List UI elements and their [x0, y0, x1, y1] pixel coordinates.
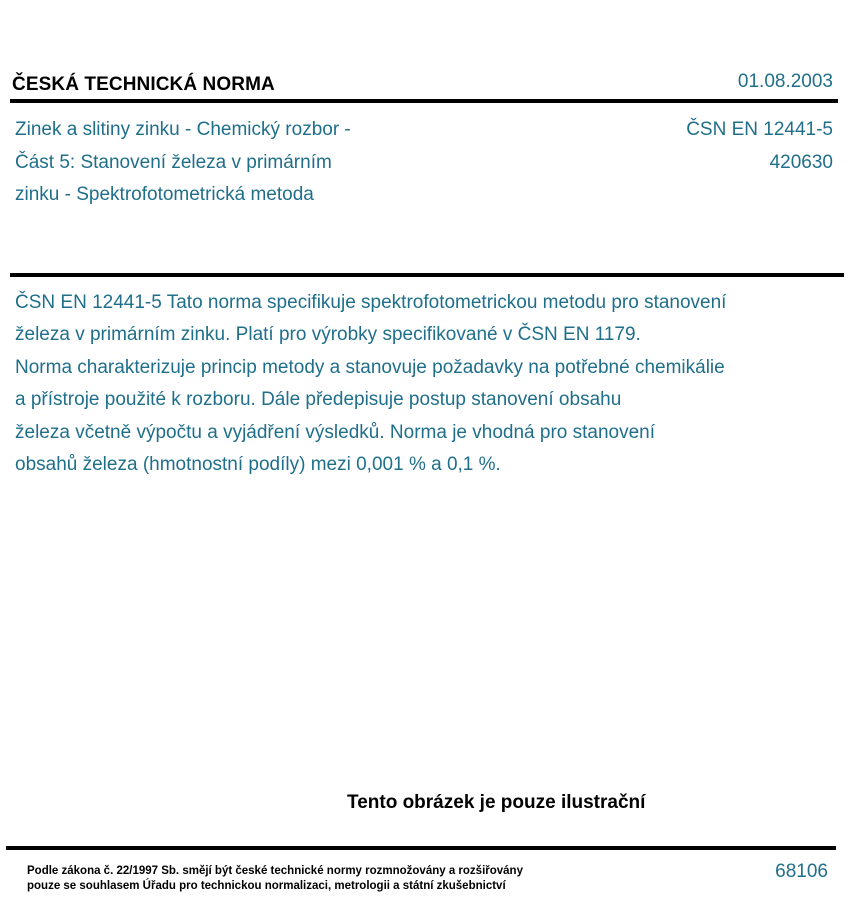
document-title — [15, 114, 435, 212]
abstract-line: železa včetně výpočtu a vyjádření výsledků. Norma je vhodná pro stanovení — [15, 421, 656, 443]
standard-number: ČSN EN 12441-5 — [686, 119, 833, 140]
header-rule — [10, 99, 838, 103]
legal-line: pouze se souhlasem Úřadu pro technickou normalizaci, metrologii a státní zkušebnictví — [27, 880, 506, 892]
legal-notice — [27, 864, 523, 894]
publication-date: 01.08.2003 — [737, 71, 833, 92]
norm-type-heading: ČESKÁ TECHNICKÁ NORMA — [12, 74, 275, 95]
section-rule — [10, 273, 844, 277]
abstract-line: ČSN EN 12441-5 Tato norma specifikuje spektrofotometrickou metodu pro stanovení — [15, 292, 727, 313]
title-line: Zinek a slitiny zinku - Chemický rozbor - — [15, 119, 351, 140]
abstract-line: a přístroje použité k rozboru. Dále předepisuje postup stanovení obsahu — [15, 389, 622, 411]
abstract-line: obsahů železa (hmotnostní podíly) mezi 0,001 % a 0,1 %. — [15, 454, 501, 476]
title-line: zinku - Spektrofotometrická metoda — [15, 184, 314, 205]
title-line: Část 5: Stanovení železa v primárním — [15, 151, 332, 173]
abstract-line: železa v primárním zinku. Platí pro výrobky specifikované v ČSN EN 1179. — [15, 324, 641, 346]
illustration-notice: Tento obrázek je pouze ilustrační — [347, 792, 646, 813]
abstract-text — [15, 287, 837, 481]
classification-code: 420630 — [769, 151, 833, 173]
document-codes — [686, 114, 833, 179]
legal-line: Podle zákona č. 22/1997 Sb. smějí být české technické normy rozmnožovány a rozšiřovány — [27, 865, 523, 877]
abstract-line: Norma charakterizuje princip metody a stanovuje požadavky na potřebné chemikálie — [15, 356, 725, 378]
footer-rule — [6, 846, 836, 850]
document-number: 68106 — [775, 861, 828, 882]
